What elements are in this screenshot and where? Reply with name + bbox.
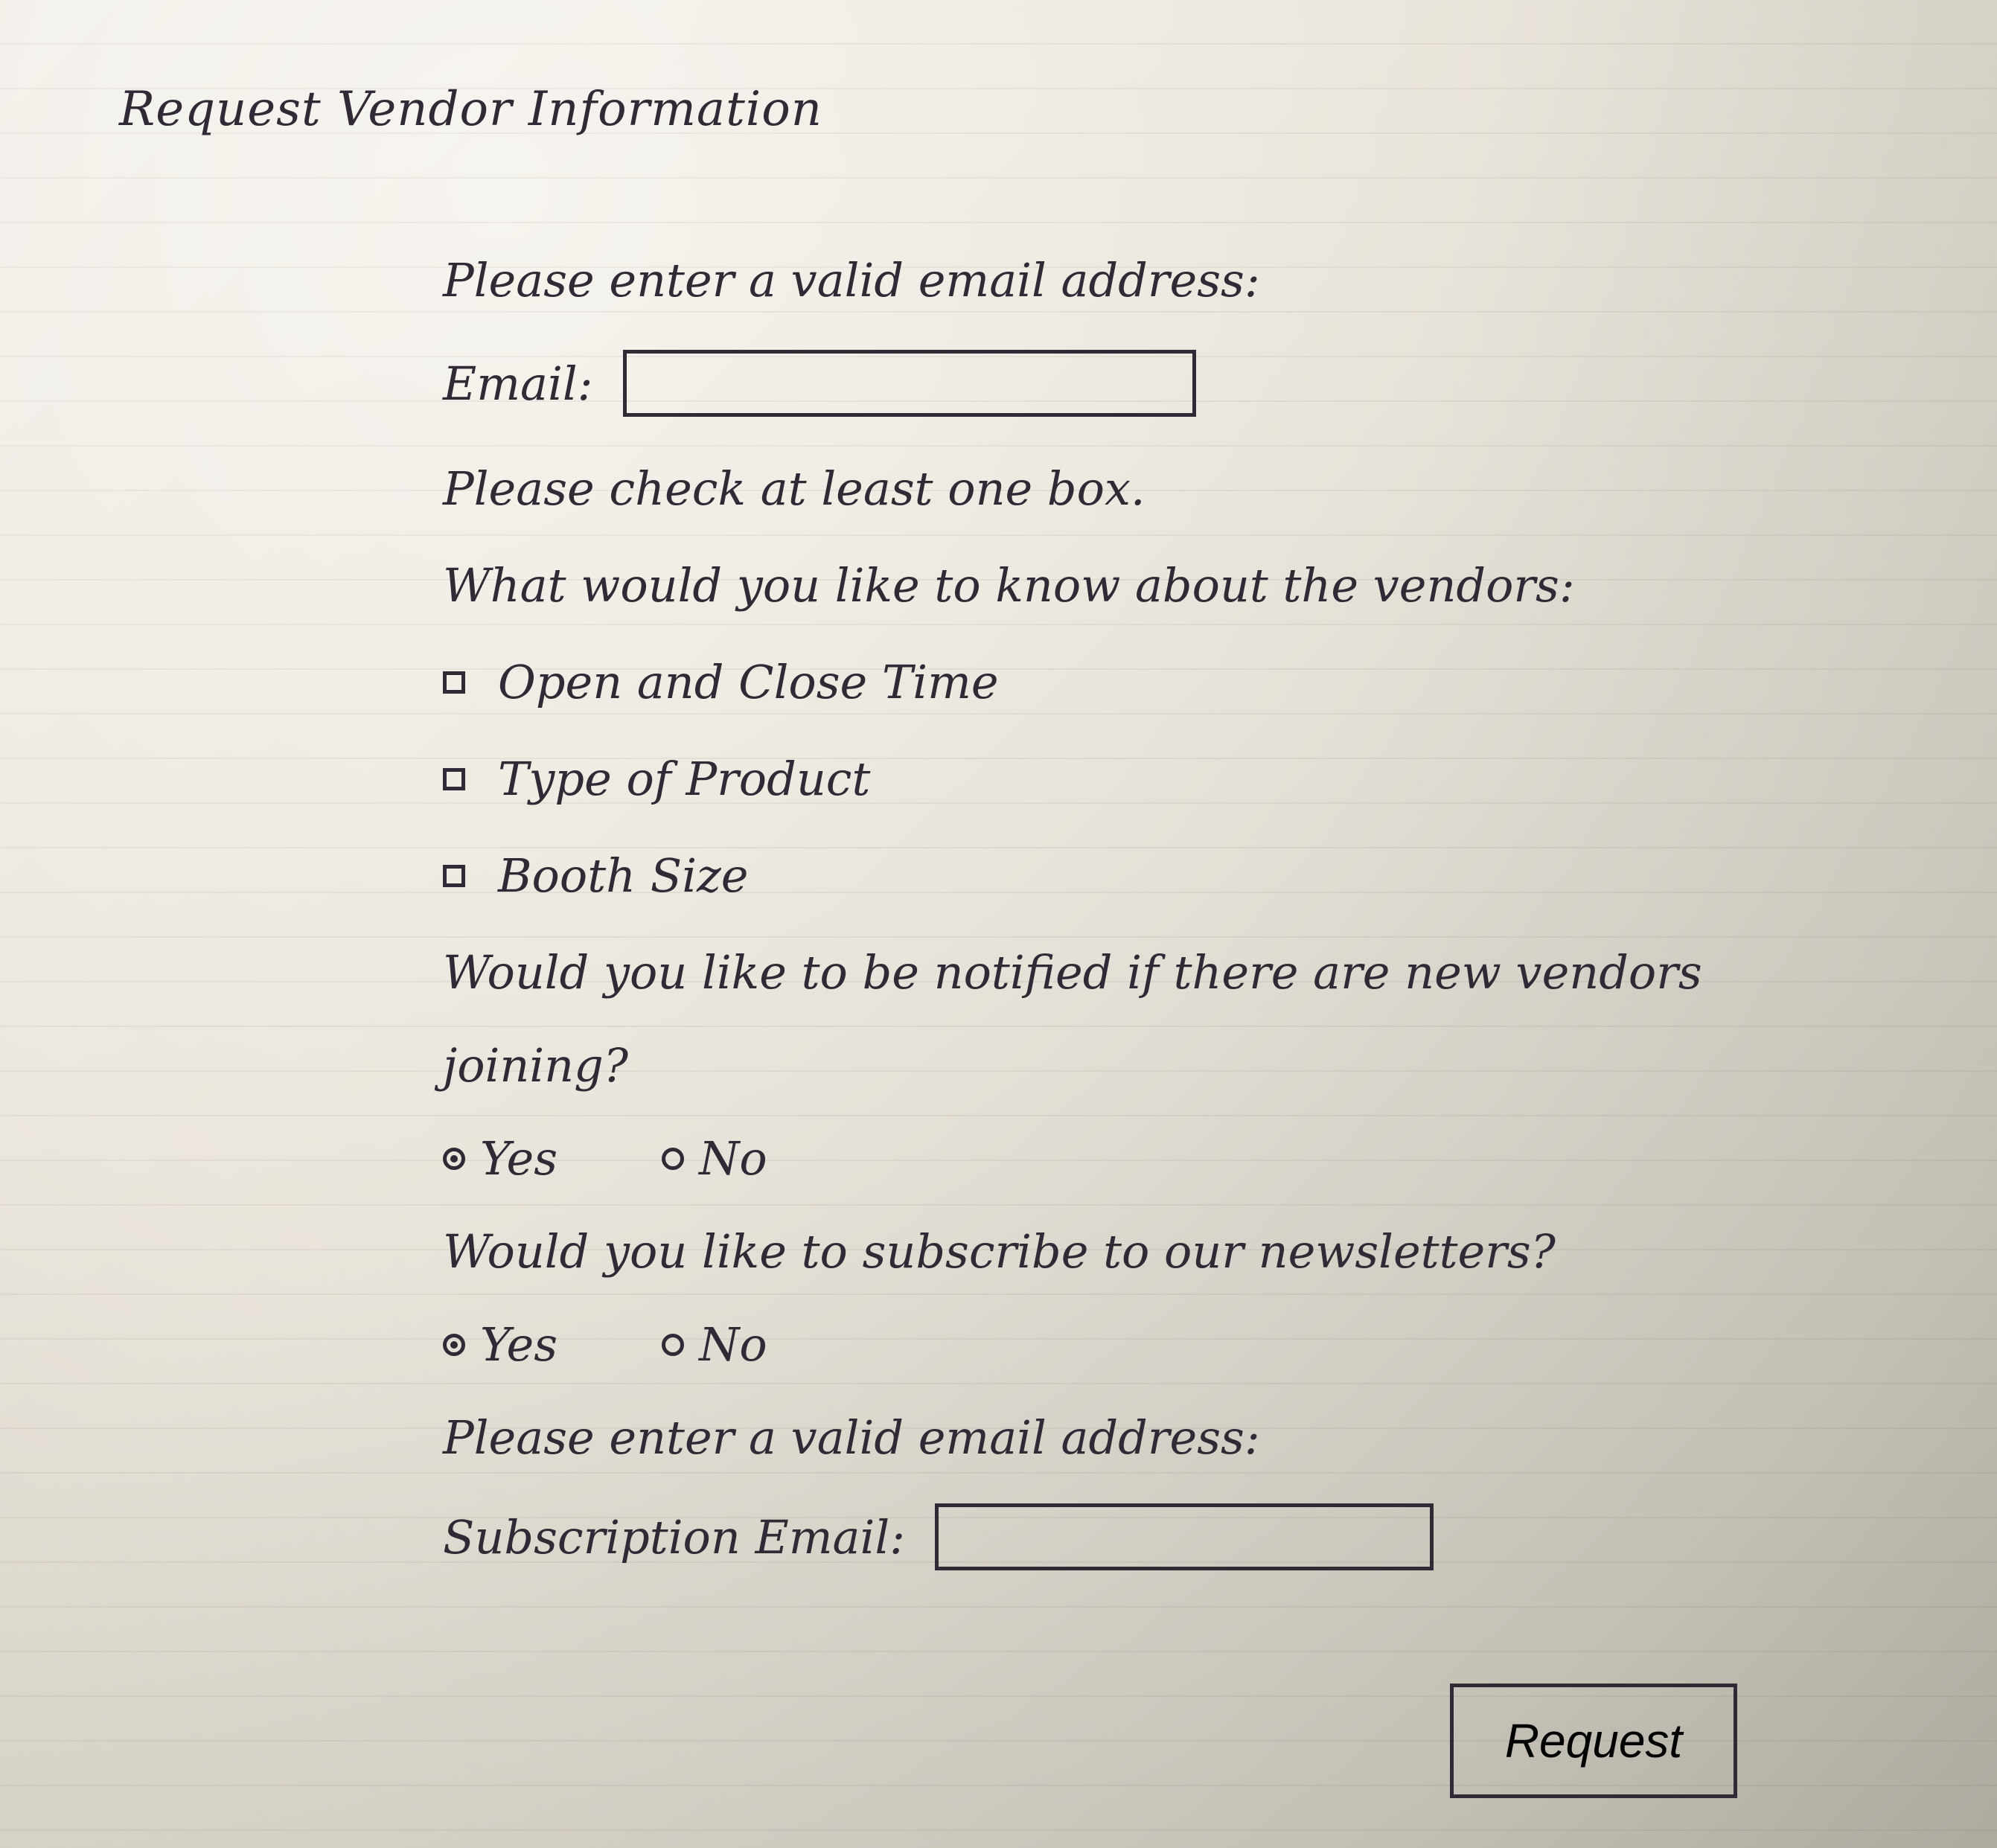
checkbox-icon[interactable] xyxy=(443,768,465,790)
newsletter-radio-group xyxy=(443,1317,872,1372)
email-prompt: Please enter a valid email address: xyxy=(443,253,1260,307)
subscription-email-label: Subscription Email: xyxy=(443,1509,906,1564)
checkbox-open-close-time[interactable] xyxy=(443,655,999,709)
notify-yes-option[interactable] xyxy=(443,1131,557,1186)
vendor-question: What would you like to know about the vendors: xyxy=(443,558,1575,613)
checkbox-label: Booth Size xyxy=(498,848,749,903)
radio-unselected-icon[interactable] xyxy=(662,1148,684,1170)
checkbox-label: Open and Close Time xyxy=(498,655,999,709)
newsletter-yes-label: Yes xyxy=(480,1317,558,1372)
radio-unselected-icon[interactable] xyxy=(662,1334,684,1356)
newsletter-no-label: No xyxy=(699,1317,767,1372)
radio-selected-icon[interactable] xyxy=(443,1334,465,1356)
subscription-email-input[interactable] xyxy=(935,1503,1434,1570)
checkbox-icon[interactable] xyxy=(443,865,465,887)
newsletter-yes-option[interactable] xyxy=(443,1317,557,1372)
checkbox-booth-size[interactable] xyxy=(443,848,748,903)
checkbox-label: Type of Product xyxy=(498,752,871,806)
newsletter-no-option[interactable] xyxy=(662,1317,767,1372)
email-label: Email: xyxy=(443,356,593,411)
notify-no-option[interactable] xyxy=(662,1131,767,1186)
checkbox-instruction: Please check at least one box. xyxy=(443,461,1146,516)
subscription-row xyxy=(443,1503,1434,1570)
checkbox-icon[interactable] xyxy=(443,671,465,694)
notify-no-label: No xyxy=(699,1131,767,1186)
newsletter-question: Would you like to subscribe to our newsletters? xyxy=(443,1224,1556,1279)
subscription-prompt: Please enter a valid email address: xyxy=(443,1410,1260,1465)
radio-selected-icon[interactable] xyxy=(443,1148,465,1170)
notify-question-line2: joining? xyxy=(443,1038,628,1093)
notify-yes-label: Yes xyxy=(480,1131,558,1186)
checkbox-type-of-product[interactable] xyxy=(443,752,870,806)
notify-radio-group xyxy=(443,1131,872,1186)
email-input[interactable] xyxy=(623,350,1196,417)
request-button[interactable]: Request xyxy=(1450,1684,1737,1798)
page-title: Request Vendor Information xyxy=(119,82,822,137)
email-row xyxy=(443,350,1196,417)
notify-question-line1: Would you like to be notified if there are new vendors xyxy=(443,945,1702,1000)
